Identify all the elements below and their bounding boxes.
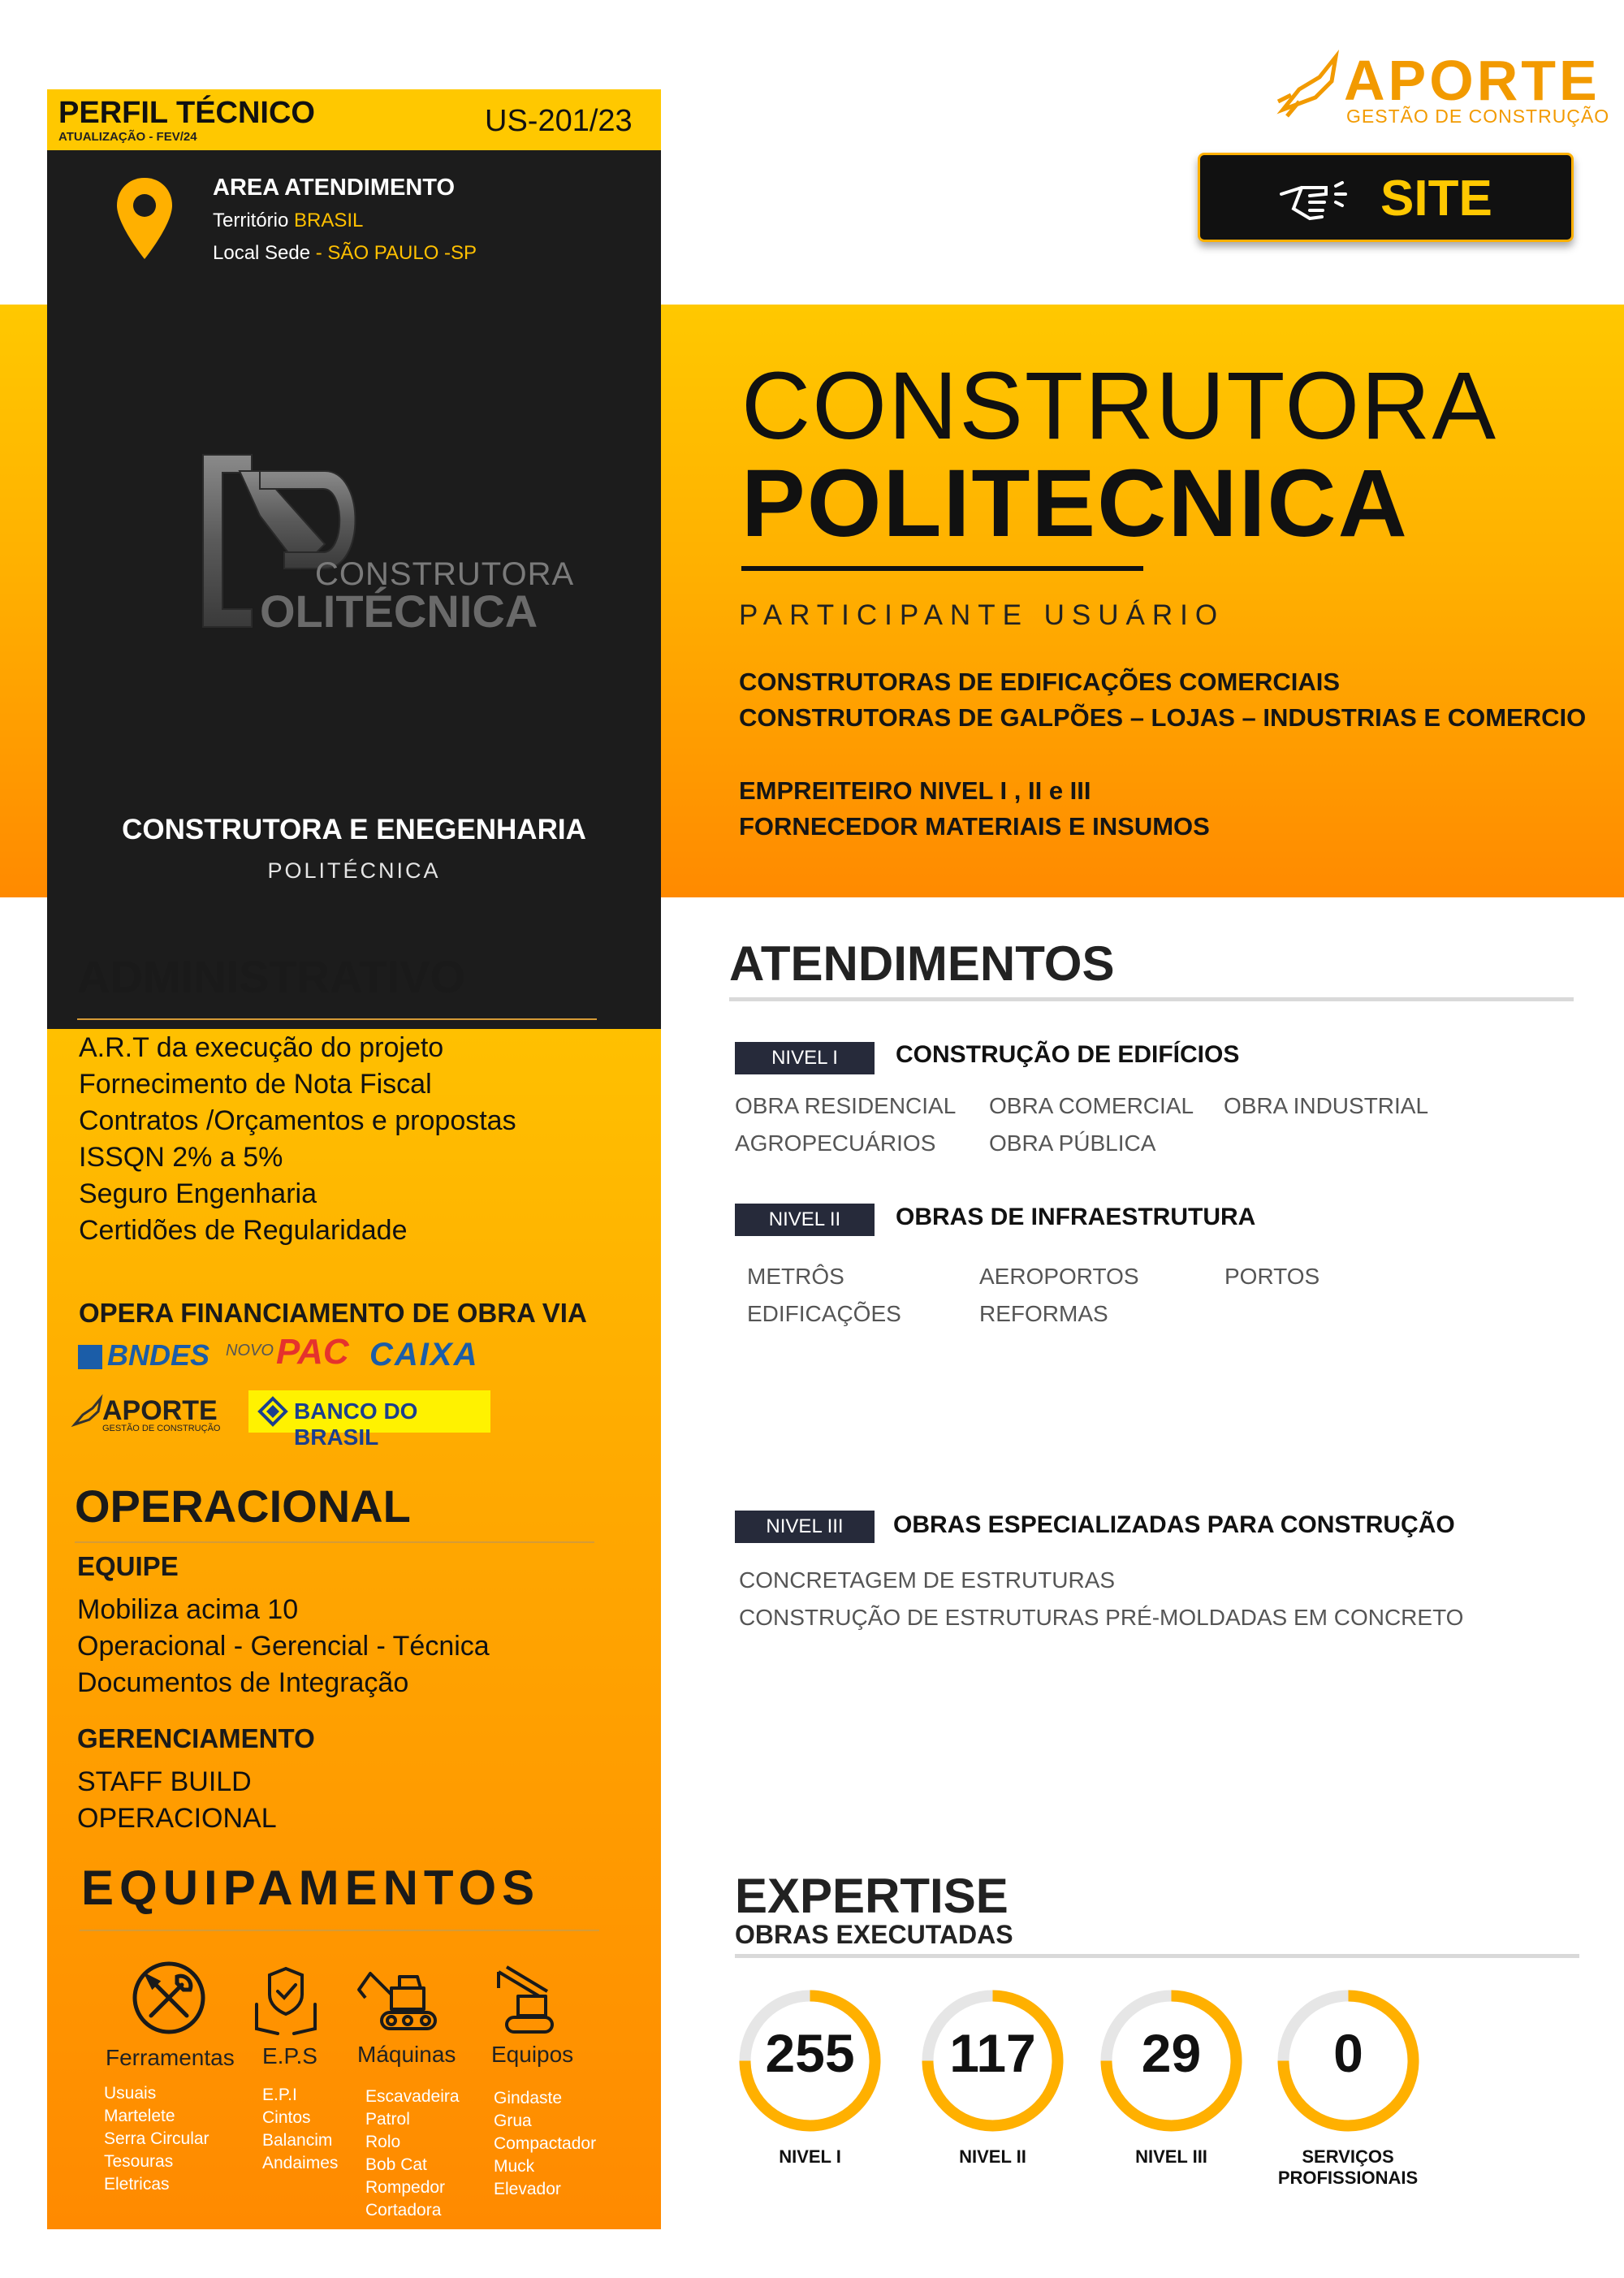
- stat-label-line2: PROFISSIONAIS: [1277, 2168, 1419, 2188]
- stat-label: NIVEL I: [779, 2146, 841, 2167]
- operacional-heading: OPERACIONAL: [75, 1480, 411, 1532]
- list-item: Cortadora: [365, 2201, 442, 2220]
- service-item: EDIFICAÇÕES: [747, 1301, 901, 1326]
- list-item: Rolo: [365, 2133, 401, 2151]
- equip-group-label: Equipos: [491, 2042, 574, 2067]
- logo-text-top: CONSTRUTORA: [315, 556, 575, 592]
- equipamentos-rule: [80, 1930, 599, 1931]
- nivel-title: OBRAS ESPECIALIZADAS PARA CONSTRUÇÃO: [893, 1511, 1455, 1538]
- equip-list-equipos: [494, 2087, 596, 2201]
- list-item: OPERACIONAL: [77, 1803, 277, 1834]
- list-item: Cintos: [262, 2108, 311, 2127]
- nivel-title: OBRAS DE INFRAESTRUTURA: [896, 1204, 1256, 1230]
- aporte-small-tag: GESTÃO DE CONSTRUÇÃO: [102, 1424, 221, 1433]
- aporte-small-name: APORTE: [102, 1395, 218, 1426]
- list-item: Compactador: [494, 2134, 597, 2153]
- list-item: Andaimes: [262, 2154, 339, 2172]
- financiamento-heading: OPERA FINANCIAMENTO DE OBRA VIA: [79, 1298, 587, 1328]
- list-item: Certidões de Regularidade: [79, 1215, 408, 1246]
- category-line: EMPREITEIRO NIVEL I , II e III: [739, 776, 1091, 805]
- category-line: CONSTRUTORAS DE GALPÕES – LOJAS – INDUSTRIAS E COMERCIO: [739, 703, 1587, 732]
- expertise-heading: EXPERTISE: [735, 1869, 1009, 1923]
- service-item: AEROPORTOS: [979, 1264, 1139, 1289]
- list-item: Contratos /Orçamentos e propostas: [79, 1105, 516, 1136]
- company-card-subtitle: POLITÉCNICA: [267, 858, 441, 883]
- nivel-title: CONSTRUÇÃO DE EDIFÍCIOS: [896, 1041, 1240, 1068]
- tools-icon: [128, 1957, 209, 2038]
- list-item: E.P.I: [262, 2086, 297, 2104]
- sede-value: - SÃO PAULO -SP: [315, 242, 477, 264]
- list-item: Documentos de Integração: [77, 1667, 409, 1698]
- operacional-rule: [75, 1541, 594, 1543]
- perfil-update: ATUALIZAÇÃO - FEV/24: [58, 130, 197, 144]
- bndes-mark-icon: [78, 1345, 102, 1369]
- bndes-text: BNDES: [107, 1338, 210, 1372]
- list-item: Bob Cat: [365, 2155, 427, 2174]
- nivel-badge: NIVEL III: [735, 1511, 875, 1543]
- atendimentos-heading: ATENDIMENTOS: [729, 936, 1115, 991]
- rocket-icon: [75, 1398, 101, 1424]
- list-item: Rompedor: [365, 2178, 446, 2197]
- list-item: Martelete: [104, 2107, 175, 2125]
- administrativo-heading: ADMINISTRATIVO: [77, 951, 466, 1002]
- service-item: OBRA INDUSTRIAL: [1224, 1093, 1429, 1118]
- equipe-list: [77, 1592, 490, 1701]
- service-item: REFORMAS: [979, 1301, 1108, 1326]
- expertise-subheading: OBRAS EXECUTADAS: [735, 1920, 1013, 1949]
- list-item: Muck: [494, 2157, 535, 2176]
- pac-logo: [276, 1332, 349, 1372]
- expertise-rule: [735, 1954, 1579, 1958]
- novo-pac-prefix: NOVO: [226, 1342, 274, 1359]
- category-list-a: [739, 664, 1586, 736]
- aporte-tagline: GESTÃO DE CONSTRUÇÃO: [1346, 106, 1610, 127]
- list-item: Elevador: [494, 2180, 561, 2198]
- list-item: Seguro Engenharia: [79, 1178, 317, 1209]
- sede-label: Local Sede: [213, 242, 311, 264]
- stat-label: NIVEL III: [1135, 2146, 1207, 2167]
- equip-group-label: Máquinas: [357, 2042, 456, 2067]
- logo-text-bottom: OLITÉCNICA: [260, 586, 538, 637]
- list-item: Balancim: [262, 2131, 333, 2150]
- service-item: OBRA RESIDENCIAL: [735, 1093, 957, 1118]
- atendimentos-rule: [729, 997, 1574, 1001]
- bndes-logo: [78, 1338, 209, 1372]
- equip-list-ferramentas: [104, 2082, 209, 2196]
- stat-label: [1267, 2146, 1429, 2189]
- location-pin-icon: [114, 175, 175, 264]
- list-item: Fornecimento de Nota Fiscal: [79, 1069, 432, 1100]
- title-divider: [741, 566, 1143, 571]
- service-item: CONCRETAGEM DE ESTRUTURAS: [739, 1567, 1116, 1593]
- bb-text: BANCO DO BRASIL: [294, 1398, 418, 1450]
- gerenciamento-list: [77, 1764, 277, 1837]
- site-label: SITE: [1380, 171, 1492, 227]
- stat-label-line1: SERVIÇOS: [1302, 2146, 1394, 2167]
- protection-icon: [253, 1964, 318, 2037]
- category-line: FORNECEDOR MATERIAIS E INSUMOS: [739, 812, 1210, 841]
- site-button[interactable]: [1198, 153, 1574, 242]
- equip-list-maquinas: [365, 2086, 460, 2222]
- list-item: Patrol: [365, 2110, 410, 2129]
- aporte-logo: [1275, 45, 1610, 127]
- list-item: Gindaste: [494, 2089, 563, 2107]
- rocket-icon: [1278, 57, 1336, 116]
- aporte-small-logo: [70, 1392, 221, 1438]
- equip-list-eps: [262, 2084, 338, 2175]
- administrativo-rule: [77, 1018, 597, 1020]
- list-item: A.R.T da execução do projeto: [79, 1032, 444, 1063]
- pointing-hand-icon: [1277, 170, 1358, 227]
- territorio-label: Território: [213, 210, 289, 231]
- company-card-title: CONSTRUTORA E ENEGENHARIA: [122, 814, 586, 845]
- list-item: Operacional - Gerencial - Técnica: [77, 1631, 490, 1662]
- category-line: CONSTRUTORAS DE EDIFICAÇÕES COMERCIAIS: [739, 668, 1341, 696]
- perfil-code: US-201/23: [485, 104, 633, 138]
- category-list-b: [739, 773, 1210, 845]
- list-item: Mobiliza acima 10: [77, 1594, 299, 1625]
- pac-text: PAC: [276, 1332, 349, 1372]
- equip-group-label: Ferramentas: [106, 2045, 235, 2070]
- service-item: PORTOS: [1224, 1264, 1320, 1289]
- area-title: AREA ATENDIMENTO: [213, 175, 456, 201]
- stat-value: 255: [765, 2023, 855, 2083]
- sede-line: [213, 242, 477, 265]
- aporte-name: APORTE: [1344, 49, 1600, 112]
- excavator-icon: [351, 1965, 440, 2034]
- stat-value: 117: [949, 2023, 1036, 2083]
- perfil-title: PERFIL TÉCNICO: [58, 96, 315, 130]
- equip-group-label: E.P.S: [262, 2043, 317, 2068]
- service-item: METRÔS: [747, 1264, 844, 1289]
- company-title-line1: CONSTRUTORA: [741, 352, 1498, 460]
- equipe-heading: EQUIPE: [77, 1551, 179, 1581]
- nivel-badge: NIVEL I: [735, 1042, 875, 1074]
- nivel-badge: NIVEL II: [735, 1204, 875, 1236]
- stat-label: NIVEL II: [959, 2146, 1026, 2167]
- service-item: AGROPECUÁRIOS: [735, 1130, 936, 1156]
- participante-label: PARTICIPANTE USUÁRIO: [739, 599, 1225, 631]
- politecnica-logo: [162, 439, 575, 650]
- equipamentos-heading: EQUIPAMENTOS: [81, 1861, 541, 1915]
- list-item: Escavadeira: [365, 2087, 460, 2106]
- administrativo-list: [79, 1030, 516, 1249]
- crane-icon: [490, 1964, 555, 2037]
- list-item: Usuais: [104, 2084, 157, 2103]
- bb-mark-icon: [258, 1397, 287, 1426]
- caixa-logo: CAIXA: [369, 1337, 479, 1372]
- stat-value: 0: [1333, 2023, 1363, 2083]
- list-item: Tesouras: [104, 2152, 174, 2171]
- stat-value: 29: [1141, 2023, 1202, 2083]
- list-item: STAFF BUILD: [77, 1766, 252, 1797]
- list-item: ISSQN 2% a 5%: [79, 1142, 283, 1173]
- territorio-line: [213, 210, 363, 232]
- list-item: Grua: [494, 2112, 532, 2130]
- company-title-line2: POLITECNICA: [741, 450, 1409, 557]
- gerenciamento-heading: GERENCIAMENTO: [77, 1723, 315, 1753]
- list-item: Eletricas: [104, 2175, 170, 2194]
- service-item: CONSTRUÇÃO DE ESTRUTURAS PRÉ-MOLDADAS EM CONCRETO: [739, 1605, 1464, 1630]
- banco-do-brasil-logo: [248, 1390, 490, 1450]
- service-item: OBRA PÚBLICA: [989, 1130, 1156, 1156]
- territorio-value: BRASIL: [294, 210, 364, 231]
- list-item: Serra Circular: [104, 2129, 209, 2148]
- service-item: OBRA COMERCIAL: [989, 1093, 1194, 1118]
